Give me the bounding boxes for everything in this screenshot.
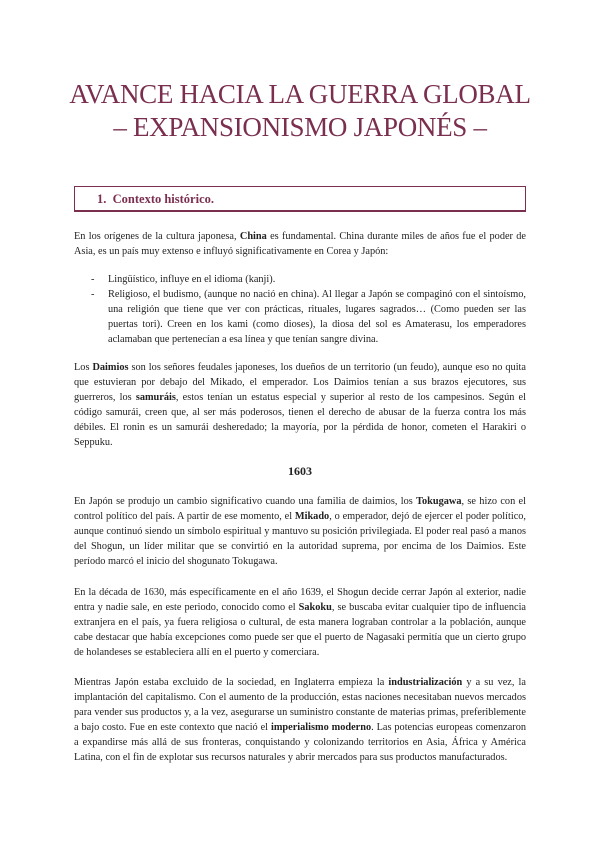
dash-bullet: - — [91, 289, 95, 300]
section-heading-box — [74, 186, 526, 212]
text-run: , o emperador, dejó de ejercer el poder político, aunque continuó siendo un símbolo espiritual y mantuvo su posición privilegiada. El poder real pasó a manos del Shogun, un líder militar que se convirtió en la autoridad suprema, por encima de los Daimios. Este período marcó el inicio del shogunato Tokugawa. — [74, 511, 526, 567]
year-heading: 1603 — [288, 464, 312, 478]
text-run: Mientras Japón estaba excluido de la sociedad, en Inglaterra empieza la — [74, 677, 389, 688]
text-run: , estos tenían un estatus especial y superior al resto de los campesinos. Según el código samurái, creen que, al ser más poderosos, tienen el derecho de abusar de la fuerza contra los más débiles. El ronin es un samurái desheredado; la mayoría, por la pérdida de honor, cometen el Harakiri o Seppuku. — [74, 392, 526, 448]
bold-term-mikado: Mikado — [294, 511, 330, 522]
paragraph-china — [74, 229, 526, 259]
influence-list — [74, 272, 526, 347]
bold-term-china: China — [239, 231, 267, 242]
text-run: . Las potencias europeas comenzaron a expandirse más allá de sus fronteras, conquistando y colonizando territorios en Asia, África y América Latina, con el fin de explotar sus recursos naturales y abrir mercados para sus productos manufacturados. — [74, 722, 527, 763]
bold-term-tokugawa: Tokugawa — [416, 496, 462, 507]
list-item — [74, 287, 526, 347]
paragraph-sakoku — [74, 585, 526, 660]
text-run: , se hizo con el control político del país. A partir de ese momento, el — [74, 496, 526, 522]
section-heading — [97, 192, 214, 207]
text-run: En Japón se produjo un cambio significativo cuando una familia de daimios, los — [74, 496, 417, 507]
list-item-text: Lingüístico, influye en el idioma (kanji). — [108, 274, 276, 285]
bold-term-daimios: Daimios — [92, 362, 129, 373]
page-title — [40, 78, 560, 144]
bold-term-industrializacion: industrialización — [388, 677, 463, 688]
text-run: son los señores feudales japoneses, los dueños de un territorio (un feudo), aunque eso no quita que estuvieran por debajo del Mikado, el emperador. Los Daimios tenían a sus brazos ejecutores, sus guerreros, los — [74, 362, 526, 403]
paragraph-imperialismo — [74, 675, 526, 765]
title-line-1: AVANCE HACIA LA GUERRA GLOBAL — [69, 79, 531, 109]
bold-term-samurais: samuráis — [135, 392, 176, 403]
text-run: Los — [74, 362, 93, 373]
dash-bullet: - — [91, 274, 95, 285]
paragraph-daimios — [74, 360, 526, 450]
bold-term-sakoku: Sakoku — [298, 602, 332, 613]
text-run: En la década de 1630, más específicamente en el año 1639, el Shogun decide cerrar Japón al exterior, nadie entra y nadie sale, en este periodo, conocido como el — [74, 587, 526, 613]
text-run: y a su vez, la implantación del capitalismo. Con el aumento de la producción, estas naciones necesitaban nuevos mercados para vender sus productos y, a la vez, asegurarse un suministro constante de materias primas, preferiblemente a bajo costo. Fue en este contexto que nació el — [74, 677, 526, 733]
paragraph-tokugawa — [74, 494, 526, 569]
text-run: En los orígenes de la cultura japonesa, — [74, 231, 240, 242]
list-item — [74, 272, 526, 287]
bold-term-imperialismo: imperialismo moderno — [270, 722, 372, 733]
text-run: , se buscaba evitar cualquier tipo de influencia extranjera en el país, ya fuera religiosa o cultural, de esta manera lograban controlar a la población, aunque cabe destacar que había excepciones como puede ser que el puerto de Nagasaki permitía que un cierto grupo de holandeses se estableciera allí en el puerto y comerciara. — [74, 602, 526, 658]
text-run: es fundamental. China durante miles de años fue el poder de Asia, es un país muy extenso e influyó significativamente en Corea y Japón: — [74, 231, 526, 257]
section-number: 1. — [97, 192, 107, 206]
section-label: Contexto histórico. — [112, 192, 214, 206]
list-item-text: Religioso, el budismo, (aunque no nació en china). Al llegar a Japón se compaginó con el sintoísmo, una religión que tiene que ver con prácticas, rituales, lugares sagrados… (Como pueden ser las puertas tori). Creen en los kami (como dioses), la diosa del sol es Amaterasu, los emperadores aclamaban que pertenecían a esa línea y que tenían sangre divina. — [108, 289, 526, 345]
title-line-2: – EXPANSIONISMO JAPONÉS – — [113, 112, 487, 142]
